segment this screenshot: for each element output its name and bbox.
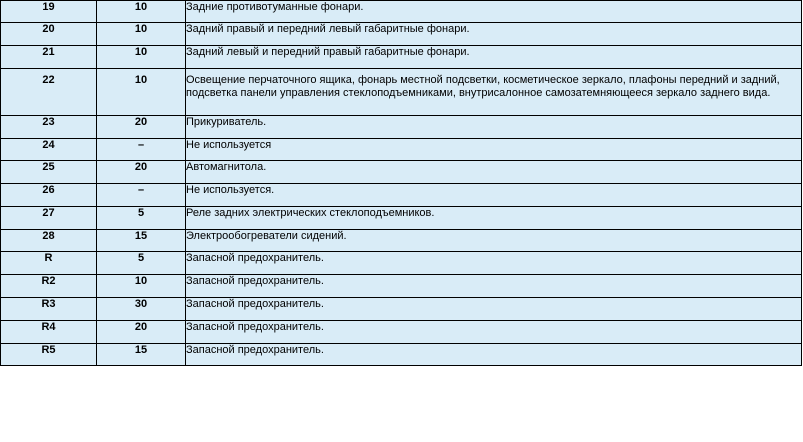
table-row	[1, 252, 802, 275]
fuse-description: Не используется	[186, 139, 802, 161]
fuse-number: R5	[1, 344, 97, 366]
fuse-rating: –	[97, 139, 186, 161]
fuse-number: 25	[1, 161, 97, 184]
table-row	[1, 344, 802, 366]
table-row	[1, 161, 802, 184]
fuse-description: Электрообогреватели сидений.	[186, 230, 802, 252]
table-row	[1, 139, 802, 161]
fuse-rating: 15	[97, 230, 186, 252]
fuse-description: Запасной предохранитель.	[186, 321, 802, 344]
table-row	[1, 275, 802, 298]
fuse-rating: 20	[97, 321, 186, 344]
table-row	[1, 207, 802, 230]
fuse-description: Запасной предохранитель.	[186, 298, 802, 321]
fuse-rating: 10	[97, 46, 186, 69]
fuse-rating: 20	[97, 161, 186, 184]
table-row	[1, 46, 802, 69]
fuse-rating: 20	[97, 116, 186, 139]
fuse-description: Освещение перчаточного ящика, фонарь местной подсветки, косметическое зеркало, плафоны передний и задний, подсветка панели управления стеклоподъемниками, внутрисалонное самозатемняющееся зеркало заднего вида.	[186, 69, 802, 116]
fuse-description: Запасной предохранитель.	[186, 344, 802, 366]
table-row	[1, 230, 802, 252]
table-row	[1, 184, 802, 207]
fuse-rating: 10	[97, 23, 186, 46]
table-row	[1, 1, 802, 23]
fuse-number: 22	[1, 69, 97, 116]
fuse-rating: 5	[97, 207, 186, 230]
fuse-description: Запасной предохранитель.	[186, 275, 802, 298]
fuse-number: 21	[1, 46, 97, 69]
fuse-number: R	[1, 252, 97, 275]
table-row	[1, 116, 802, 139]
fuse-description: Задние противотуманные фонари.	[186, 1, 802, 23]
fuse-number: R3	[1, 298, 97, 321]
fuse-rating: 5	[97, 252, 186, 275]
fuse-description: Не используется.	[186, 184, 802, 207]
fuse-rating: 30	[97, 298, 186, 321]
fuse-number: R4	[1, 321, 97, 344]
fuse-number: 20	[1, 23, 97, 46]
fuse-rating: 15	[97, 344, 186, 366]
fuse-number: R2	[1, 275, 97, 298]
fuse-description: Автомагнитола.	[186, 161, 802, 184]
fuse-description: Запасной предохранитель.	[186, 252, 802, 275]
fuse-number: 28	[1, 230, 97, 252]
fuse-rating: 10	[97, 69, 186, 116]
fuse-description: Прикуриватель.	[186, 116, 802, 139]
table-row	[1, 69, 802, 116]
fuse-number: 27	[1, 207, 97, 230]
fuse-number: 23	[1, 116, 97, 139]
fuse-description: Задний правый и передний левый габаритные фонари.	[186, 23, 802, 46]
fuse-rating: –	[97, 184, 186, 207]
fuse-number: 19	[1, 1, 97, 23]
fuse-number: 26	[1, 184, 97, 207]
fuse-number: 24	[1, 139, 97, 161]
table-row	[1, 321, 802, 344]
fuse-description: Реле задних электрических стеклоподъемников.	[186, 207, 802, 230]
table-row	[1, 23, 802, 46]
fuse-description: Задний левый и передний правый габаритные фонари.	[186, 46, 802, 69]
fuse-rating: 10	[97, 275, 186, 298]
table-row	[1, 298, 802, 321]
fuse-rating: 10	[97, 1, 186, 23]
